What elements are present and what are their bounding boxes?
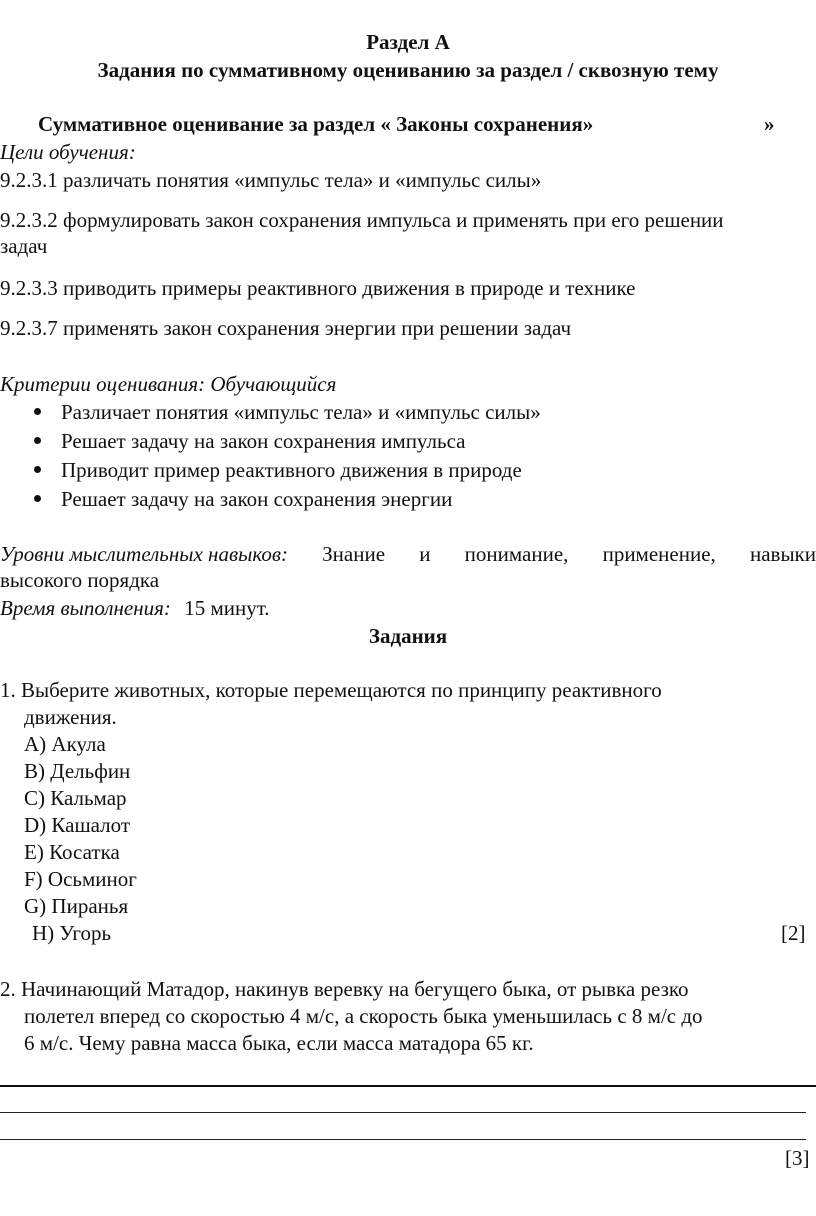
levels-continuation: высокого порядка [0, 568, 160, 592]
levels-line [0, 542, 816, 566]
objectives-label: Цели обучения: [0, 140, 136, 164]
task1-option: F) Осьминог [24, 867, 137, 891]
task1-option: E) Косатка [24, 840, 120, 864]
criteria-item: Различает понятия «импульс тела» и «импульс силы» [61, 400, 541, 424]
task1-question: 1. Выберите животных, которые перемещаются по принципу реактивного [0, 678, 662, 702]
task1-option: G) Пиранья [24, 894, 129, 918]
criteria-item: Приводит пример реактивного движения в природе [61, 458, 522, 482]
task2-question-continuation: полетел вперед со скоростью 4 м/с, а скорость быка уменьшилась с 8 м/с до [24, 1004, 703, 1028]
document-subtitle: Задания по суммативному оцениванию за раздел / сквозную тему [97, 58, 719, 82]
levels-label: Уровни мыслительных навыков: [0, 542, 288, 566]
task2-question-continuation: 6 м/с. Чему равна масса быка, если масса матадора 65 кг. [24, 1031, 534, 1055]
criteria-item: Решает задачу на закон сохранения импульса [61, 429, 466, 453]
bullet-icon [34, 408, 41, 415]
bullet-icon [34, 495, 41, 502]
levels-word: Знание [322, 542, 386, 566]
summative-title: Суммативное оценивание за раздел « Законы сохранения» [38, 112, 594, 136]
levels-word: понимание, [464, 542, 569, 566]
objective-item: 9.2.3.2 формулировать закон сохранения импульса и применять при его решении [0, 208, 724, 232]
time-line [0, 596, 270, 620]
section-title: Раздел А [366, 30, 450, 54]
task1-option: A) Акула [24, 732, 106, 756]
task1-option: H) Угорь [32, 921, 112, 945]
objective-item: 9.2.3.1 различать понятия «импульс тела» и «импульс силы» [0, 168, 542, 192]
objective-item: 9.2.3.3 приводить примеры реактивного движения в природе и технике [0, 276, 636, 300]
levels-word: навыки [749, 542, 816, 566]
task1-option: D) Кашалот [24, 813, 131, 837]
objective-item-continuation: задач [0, 234, 48, 258]
task2-score: [3] [785, 1146, 810, 1170]
criteria-label: Критерии оценивания: Обучающийся [0, 372, 337, 396]
time-label: Время выполнения: [0, 596, 171, 620]
summative-title-close: » [764, 112, 775, 136]
levels-word: применение, [602, 542, 716, 566]
levels-word: и [419, 542, 431, 566]
answer-line[interactable] [0, 1085, 816, 1087]
task1-option: B) Дельфин [24, 759, 131, 783]
criteria-item: Решает задачу на закон сохранения энергии [61, 487, 453, 511]
bullet-icon [34, 466, 41, 473]
tasks-title: Задания [368, 624, 448, 648]
task1-question-continuation: движения. [24, 705, 117, 729]
time-value: 15 минут. [184, 596, 270, 620]
task1-option: C) Кальмар [24, 786, 127, 810]
answer-line[interactable] [0, 1139, 806, 1140]
task1-score: [2] [781, 921, 806, 945]
bullet-icon [34, 437, 41, 444]
answer-line[interactable] [0, 1112, 806, 1113]
task2-question: 2. Начинающий Матадор, накинув веревку на бегущего быка, от рывка резко [0, 977, 689, 1001]
objective-item: 9.2.3.7 применять закон сохранения энергии при решении задач [0, 316, 572, 340]
